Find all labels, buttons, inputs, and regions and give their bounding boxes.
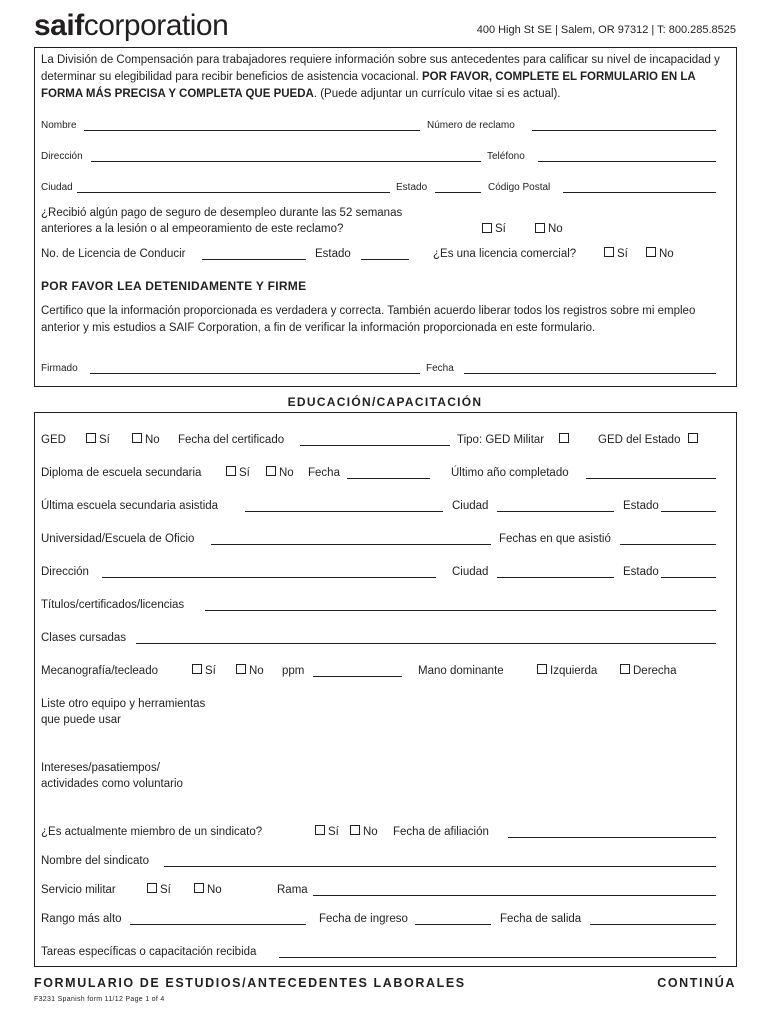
numero-reclamo-field[interactable] xyxy=(532,130,716,131)
servicio-si-checkbox[interactable] xyxy=(147,883,157,893)
escuela-ciudad-label: Ciudad xyxy=(452,500,489,512)
fecha-salida-label: Fecha de salida xyxy=(500,913,582,925)
fechas-asistio-field[interactable] xyxy=(620,544,716,545)
fecha-ingreso-field[interactable] xyxy=(415,924,491,925)
intro-bold-text: POR FAVOR, COMPLETE EL FORMULARIO EN LA FORMA MÁS PRECISA Y COMPLETA QUE PUEDA xyxy=(41,71,696,100)
mecanografia-no-checkbox[interactable] xyxy=(236,664,246,674)
sindicato-question: ¿Es actualmente miembro de un sindicato? xyxy=(41,826,263,838)
titulos-field[interactable] xyxy=(205,610,716,611)
desempleo-si-checkbox[interactable] xyxy=(482,223,492,233)
derecha-label: Derecha xyxy=(633,665,677,677)
licencia-comercial-si-label: Sí xyxy=(617,248,628,260)
firma-fecha-label: Fecha xyxy=(426,363,454,374)
educacion-section-title: EDUCACIÓN/CAPACITACIÓN xyxy=(287,395,483,409)
codigo-postal-label: Código Postal xyxy=(488,182,551,193)
escuela-ciudad-field[interactable] xyxy=(497,511,614,512)
mecanografia-si-checkbox[interactable] xyxy=(192,664,202,674)
nombre-field[interactable] xyxy=(84,130,420,131)
ultima-escuela-field[interactable] xyxy=(245,511,443,512)
codigo-postal-field[interactable] xyxy=(563,192,716,193)
fecha-ingreso-label: Fecha de ingreso xyxy=(319,913,408,925)
fecha-certificado-field[interactable] xyxy=(300,445,450,446)
desempleo-question-line2: anteriores a la lesión o al empeoramiento de este reclamo? xyxy=(41,223,344,235)
company-address: 400 High St SE | Salem, OR 97312 | T: 800.285.8525 xyxy=(476,24,736,36)
form-code: F3231 Spanish form 11/12 Page 1 of 4 xyxy=(34,996,165,1003)
diploma-fecha-field[interactable] xyxy=(347,478,430,479)
ged-militar-checkbox[interactable] xyxy=(559,433,569,443)
telefono-label: Teléfono xyxy=(487,151,525,162)
mecanografia-si-label: Sí xyxy=(205,665,216,677)
licencia-estado-label: Estado xyxy=(315,248,351,260)
universidad-estado-field[interactable] xyxy=(661,577,716,578)
universidad-direccion-field[interactable] xyxy=(102,577,436,578)
sindicato-si-label: Sí xyxy=(328,826,339,838)
nombre-sindicato-label: Nombre del sindicato xyxy=(41,855,150,867)
fechas-asistio-label: Fechas en que asistió xyxy=(499,533,611,545)
diploma-fecha-label: Fecha xyxy=(308,467,340,479)
logo-light-text: corporation xyxy=(83,9,229,42)
mecanografia-no-label: No xyxy=(249,665,264,677)
direccion-field[interactable] xyxy=(91,161,481,162)
servicio-militar-label: Servicio militar xyxy=(41,884,116,896)
rama-label: Rama xyxy=(277,884,308,896)
diploma-no-checkbox[interactable] xyxy=(266,466,276,476)
saif-logo xyxy=(34,10,228,42)
continua-label: CONTINÚA xyxy=(657,976,736,990)
licencia-comercial-no-label: No xyxy=(659,248,674,260)
ged-no-checkbox[interactable] xyxy=(132,433,142,443)
sindicato-no-label: No xyxy=(363,826,378,838)
licencia-comercial-no-checkbox[interactable] xyxy=(646,247,656,257)
servicio-no-checkbox[interactable] xyxy=(194,883,204,893)
equipo-label-line2: que puede usar xyxy=(41,714,121,726)
universidad-field[interactable] xyxy=(211,544,491,545)
fecha-afiliacion-field[interactable] xyxy=(508,837,716,838)
firma-field[interactable] xyxy=(90,373,420,374)
logo-bold-text: saif xyxy=(34,9,84,42)
universidad-label: Universidad/Escuela de Oficio xyxy=(41,533,195,545)
form-title: FORMULARIO DE ESTUDIOS/ANTECEDENTES LABORALES xyxy=(34,976,466,990)
intereses-label-line2: actividades como voluntario xyxy=(41,778,183,790)
ged-si-checkbox[interactable] xyxy=(86,433,96,443)
fecha-salida-field[interactable] xyxy=(590,924,716,925)
escuela-estado-field[interactable] xyxy=(661,511,716,512)
telefono-field[interactable] xyxy=(538,161,716,162)
ged-estado-checkbox[interactable] xyxy=(688,433,698,443)
direccion-label: Dirección xyxy=(41,151,83,162)
intro-tail-text: . (Puede adjuntar un currículo vitae si es actual). xyxy=(313,88,561,100)
derecha-checkbox[interactable] xyxy=(620,664,630,674)
estado-field[interactable] xyxy=(435,192,481,193)
izquierda-label: Izquierda xyxy=(550,665,598,677)
ultima-escuela-label: Última escuela secundaria asistida xyxy=(41,500,219,512)
ppm-label: ppm xyxy=(282,665,305,677)
licencia-comercial-question: ¿Es una licencia comercial? xyxy=(433,248,577,260)
intro-text: La División de Compensación para trabajadores requiere información sobre sus antecedentes para calificar su nivel de incapacidad y determinar su elegibilidad para recibir beneficios de asistencia vocacional. xyxy=(41,54,720,83)
ciudad-label: Ciudad xyxy=(41,182,73,193)
desempleo-question-line1: ¿Recibió algún pago de seguro de desempleo durante las 52 semanas xyxy=(41,207,403,219)
universidad-ciudad-label: Ciudad xyxy=(452,566,489,578)
sindicato-no-checkbox[interactable] xyxy=(350,825,360,835)
diploma-no-label: No xyxy=(279,467,294,479)
fecha-afiliacion-label: Fecha de afiliación xyxy=(393,826,489,838)
mano-dominante-label: Mano dominante xyxy=(418,665,504,677)
numero-reclamo-label: Número de reclamo xyxy=(427,120,515,131)
escuela-estado-label: Estado xyxy=(623,500,659,512)
universidad-direccion-label: Dirección xyxy=(41,566,89,578)
clases-label: Clases cursadas xyxy=(41,632,127,644)
rama-field[interactable] xyxy=(313,895,716,896)
mecanografia-label: Mecanografía/tecleado xyxy=(41,665,158,677)
licencia-comercial-si-checkbox[interactable] xyxy=(604,247,614,257)
ultimo-ano-label: Último año completado xyxy=(451,467,569,479)
firma-certification-text: Certifico que la información proporcionada es verdadera y correcta. También acuerdo liberar todos los registros sobre mi empleo anterior y mis estudios a SAIF Corporation, a fin de verificar la información proporcionada en este formulario. xyxy=(41,305,696,334)
universidad-estado-label: Estado xyxy=(623,566,659,578)
licencia-label: No. de Licencia de Conducir xyxy=(41,248,186,260)
nombre-label: Nombre xyxy=(41,120,77,131)
clases-field[interactable] xyxy=(136,643,716,644)
estado-label: Estado xyxy=(396,182,428,193)
intro-paragraph xyxy=(41,52,731,103)
diploma-si-label: Sí xyxy=(239,467,250,479)
tareas-field[interactable] xyxy=(279,957,716,958)
sindicato-si-checkbox[interactable] xyxy=(315,825,325,835)
rango-label: Rango más alto xyxy=(41,913,122,925)
firma-heading: POR FAVOR LEA DETENIDAMENTE Y FIRME xyxy=(41,279,307,293)
rango-field[interactable] xyxy=(130,924,306,925)
universidad-ciudad-field[interactable] xyxy=(497,577,614,578)
licencia-field[interactable] xyxy=(202,259,306,260)
desempleo-no-checkbox[interactable] xyxy=(535,223,545,233)
ged-estado-label: GED del Estado xyxy=(598,434,681,446)
ultimo-ano-field[interactable] xyxy=(586,478,716,479)
ppm-field[interactable] xyxy=(313,676,402,677)
desempleo-no-label: No xyxy=(548,223,563,235)
tareas-label: Tareas específicas o capacitación recibida xyxy=(41,946,257,958)
diploma-si-checkbox[interactable] xyxy=(226,466,236,476)
firmado-label: Firmado xyxy=(41,363,78,374)
ged-label: GED xyxy=(41,434,66,446)
licencia-estado-field[interactable] xyxy=(361,259,409,260)
diploma-label: Diploma de escuela secundaria xyxy=(41,467,202,479)
ged-no-label: No xyxy=(145,434,160,446)
titulos-label: Títulos/certificados/licencias xyxy=(41,599,185,611)
fecha-certificado-label: Fecha del certificado xyxy=(178,434,285,446)
firma-fecha-field[interactable] xyxy=(464,373,716,374)
desempleo-si-label: Sí xyxy=(495,223,506,235)
nombre-sindicato-field[interactable] xyxy=(164,866,716,867)
izquierda-checkbox[interactable] xyxy=(537,664,547,674)
servicio-si-label: Sí xyxy=(160,884,171,896)
intereses-label-line1: Intereses/pasatiempos/ xyxy=(41,762,160,774)
equipo-label-line1: Liste otro equipo y herramientas xyxy=(41,698,206,710)
ged-si-label: Sí xyxy=(99,434,110,446)
educacion-box xyxy=(34,412,737,967)
ciudad-field[interactable] xyxy=(77,192,390,193)
tipo-ged-militar-label: Tipo: GED Militar xyxy=(457,434,545,446)
servicio-no-label: No xyxy=(207,884,222,896)
